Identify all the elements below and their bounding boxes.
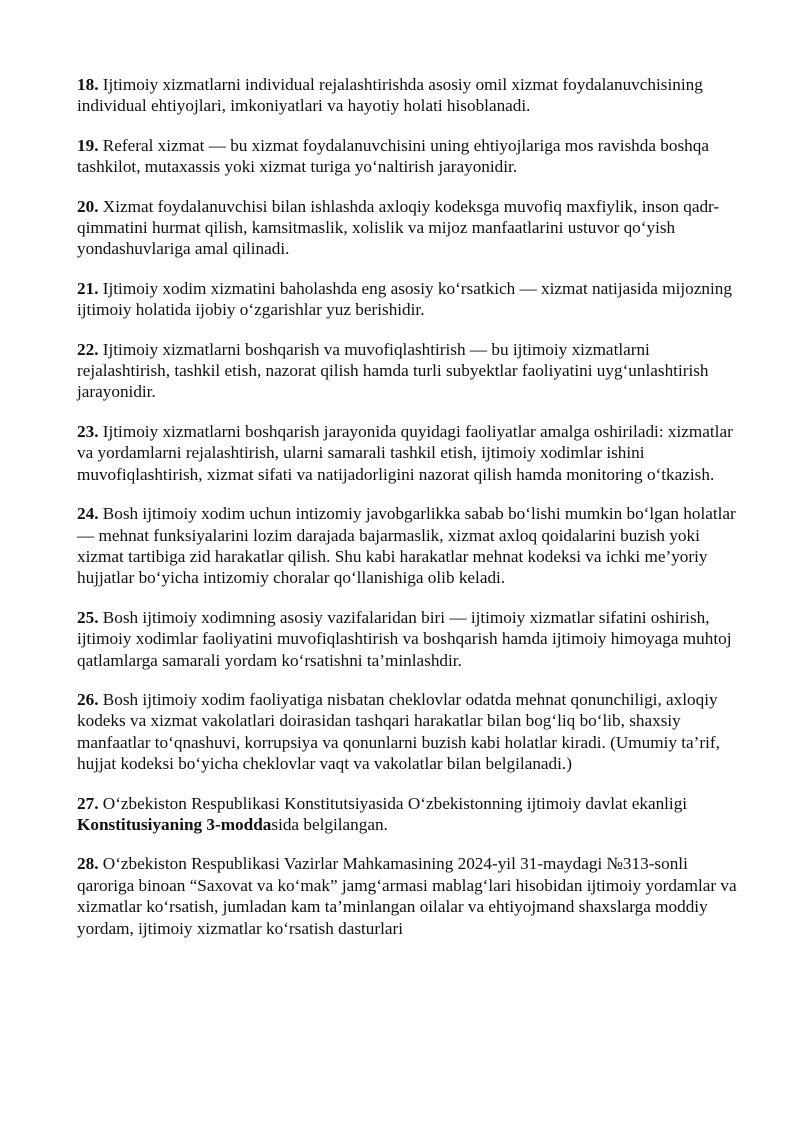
item-text: Oʻzbekiston Respublikasi Konstitutsiyasida Oʻzbekistonning ijtimoiy davlat ekanligi (98, 793, 688, 813)
item-18 (77, 74, 737, 117)
item-number: 22. (77, 339, 99, 359)
item-21 (77, 278, 737, 321)
item-text: Xizmat foydalanuvchisi bilan ishlashda axloqiy kodeksga muvofiq maxfiylik, inson qadr-qimmatini hurmat qilish, kamsitmaslik, xolislik va mijoz manfaatlarini ustuvor qoʻyish yondashuvlariga amal qilinadi. (77, 196, 720, 259)
item-25 (77, 607, 737, 671)
item-20 (77, 196, 737, 260)
item-22 (77, 339, 737, 403)
item-text: Ijtimoiy xodim xizmatini baholashda eng asosiy koʻrsatkich — xizmat natijasida mijozning ijtimoiy holatida ijobiy oʻzgarishlar yuz berishidir. (77, 278, 732, 320)
item-23 (77, 421, 737, 485)
item-number: 21. (77, 278, 99, 298)
item-text: Referal xizmat — bu xizmat foydalanuvchisini uning ehtiyojlariga mos ravishda boshqa tashkilot, mutaxassis yoki xizmat turiga yoʻnaltirish jarayonidir. (77, 135, 709, 177)
item-text: Ijtimoiy xizmatlarni boshqarish jarayonida quyidagi faoliyatlar amalga oshiriladi: xizmatlar va yordamlarni rejalashtirish, ularni samarali tashkil etish, ijtimoiy xodimlar ishini muvofiqlashtirish, xizmat sifati va natijadorligini nazorat qilish hamda monitoring oʻtkazish. (77, 421, 733, 484)
item-text: Ijtimoiy xizmatlarni boshqarish va muvofiqlashtirish — bu ijtimoiy xizmatlarni rejalashtirish, tashkil etish, nazorat qilish hamda turli subyektlar faoliyatini uygʻunlashtirish jarayonidir. (77, 339, 709, 402)
item-text: Bosh ijtimoiy xodim faoliyatiga nisbatan cheklovlar odatda mehnat qonunchiligi, axloqiy kodeks va xizmat vakolatlari doirasidan tashqari harakatlar bilan bogʻliq boʻlib, shaxsiy manfaatlar toʻqnashuvi, korrupsiya va qonunlarni buzish kabi holatlar kiradi. (Umumiy ta’rif, hujjat kodeksi boʻyicha cheklovlar vaqt va vakolatlar bilan belgilanadi.) (77, 689, 720, 774)
item-text-bold: Konstitusiyaning 3-modda (77, 814, 272, 834)
item-number: 25. (77, 607, 99, 627)
item-19 (77, 135, 737, 178)
item-28 (77, 853, 737, 939)
item-26 (77, 689, 737, 775)
document-page (77, 74, 737, 957)
item-text: Bosh ijtimoiy xodimning asosiy vazifalaridan biri — ijtimoiy xizmatlar sifatini oshirish, ijtimoiy xodimlar faoliyatini muvofiqlashtirish va boshqarish hamda ijtimoiy himoyaga muhtoj qatlamlarga samarali yordam koʻrsatishni ta’minlashdir. (77, 607, 732, 670)
item-number: 27. (77, 793, 99, 813)
item-number: 24. (77, 504, 99, 524)
item-number: 28. (77, 854, 99, 874)
item-number: 26. (77, 689, 99, 709)
item-number: 23. (77, 421, 99, 441)
item-text: Bosh ijtimoiy xodim uchun intizomiy javobgarlikka sabab boʻlishi mumkin boʻlgan holatlar — mehnat funksiyalarini lozim darajada bajarmaslik, xizmat axloq qoidalarini buzish yoki xizmat tartibiga zid harakatlar qilish. Shu kabi harakatlar mehnat kodeksi va ichki me’yoriy hujjatlar boʻyicha intizomiy choralar qoʻllanishiga olib keladi. (77, 504, 736, 588)
item-text: Ijtimoiy xizmatlarni individual rejalashtirishda asosiy omil xizmat foydalanuvchisining individual ehtiyojlari, imkoniyatlari va hayotiy holati hisoblanadi. (77, 75, 703, 116)
item-number: 20. (77, 196, 99, 216)
item-number: 19. (77, 135, 99, 155)
item-text: sida belgilangan. (271, 814, 388, 834)
item-number: 18. (77, 75, 99, 94)
item-24 (77, 503, 737, 589)
item-text: Oʻzbekiston Respublikasi Vazirlar Mahkamasining 2024-yil 31-maydagi №313-sonli qaroriga binoan “Saxovat va koʻmak” jamgʻarmasi mablagʻlari hisobidan ijtimoiy yordamlar va xizmatlar koʻrsatish, jumladan kam ta’minlangan oilalar va ehtiyojmand shaxslarga moddiy yordam, ijtimoiy xizmatlar koʻrsatish dasturlari (77, 854, 737, 938)
item-27 (77, 793, 737, 836)
